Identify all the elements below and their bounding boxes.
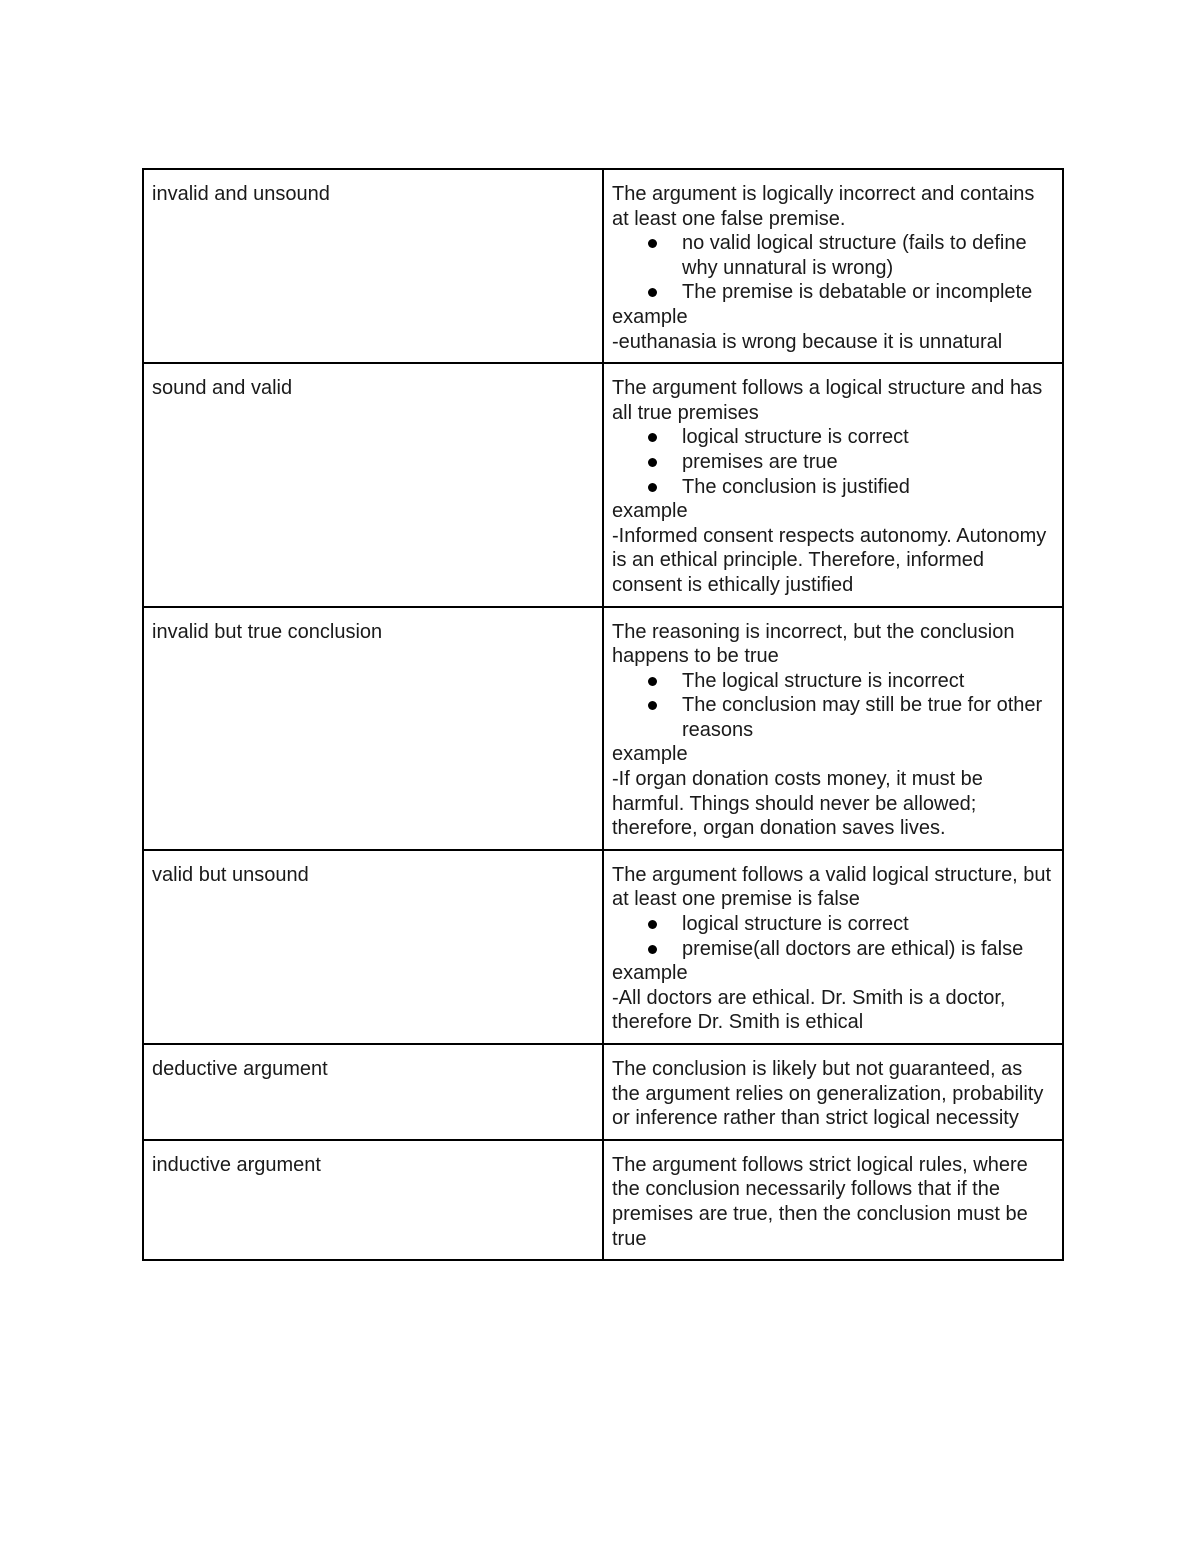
description-text: The argument is logically incorrect and contains at least one false premise. [612,183,1035,230]
list-item: logical structure is correct [682,425,1054,450]
description-cell [603,169,1063,363]
example-text: -All doctors are ethical. Dr. Smith is a doctor, therefore Dr. Smith is ethical [612,986,1006,1034]
description-cell [603,850,1063,1044]
term-cell [143,1044,603,1140]
table-row [143,363,1063,606]
term-cell [143,363,603,606]
term-label: valid but unsound [152,863,309,886]
bullet-icon [648,920,657,929]
term-cell [143,850,603,1044]
list-item: The premise is debatable or incomplete [682,280,1054,305]
example-text: -If organ donation costs money, it must be harmful. Things should never be allowed; therefore, organ donation saves lives. [612,768,983,840]
description-cell [603,1140,1063,1260]
bullet-icon [648,458,657,467]
example-text: -Informed consent respects autonomy. Autonomy is an ethical principle. Therefore, informed consent is ethically justified [612,524,1047,596]
bullet-icon [648,239,657,248]
term-label: sound and valid [152,377,293,400]
list-item: The conclusion may still be true for other reasons [682,693,1054,742]
table-row [143,850,1063,1044]
bullet-icon [648,433,657,442]
list-item: The conclusion is justified [682,475,1054,500]
term-cell [143,169,603,363]
example-label: example [612,743,688,766]
example-label: example [612,305,688,328]
bullet-list [612,669,1054,743]
list-item: premise(all doctors are ethical) is false [682,937,1054,962]
bullet-list [612,231,1054,305]
example-text: -euthanasia is wrong because it is unnatural [612,330,1003,353]
bullet-list [612,425,1054,499]
example-label: example [612,500,688,523]
description-text: The reasoning is incorrect, but the conclusion happens to be true [612,620,1015,668]
example-label: example [612,962,688,985]
bullet-list [612,912,1054,961]
term-label: inductive argument [152,1153,321,1176]
list-item: The logical structure is incorrect [682,669,1054,694]
argument-types-table [142,168,1064,1261]
list-item: no valid logical structure (fails to define why unnatural is wrong) [682,231,1054,280]
description-text: The argument follows a valid logical structure, but at least one premise is false [612,863,1052,911]
term-label: invalid and unsound [152,183,330,205]
table-row [143,169,1063,363]
term-cell [143,607,603,850]
description-text: The argument follows a logical structure and has all true premises [612,377,1043,424]
description-text: The argument follows strict logical rules, where the conclusion necessarily follows that if the premises are true, then the conclusion must be true [612,1153,1028,1250]
description-text: The conclusion is likely but not guaranteed, as the argument relies on generalization, probability or inference rather than strict logical necessity [612,1058,1044,1130]
list-item: premises are true [682,450,1054,475]
term-label: invalid but true conclusion [152,620,383,643]
description-cell [603,363,1063,606]
bullet-icon [648,945,657,954]
description-cell [603,1044,1063,1140]
table-row [143,1140,1063,1260]
table-row [143,607,1063,850]
term-cell [143,1140,603,1260]
bullet-icon [648,288,657,297]
description-cell [603,607,1063,850]
term-label: deductive argument [152,1058,328,1080]
table-row [143,1044,1063,1140]
bullet-icon [648,701,657,710]
bullet-icon [648,677,657,686]
bullet-icon [648,483,657,492]
list-item: logical structure is correct [682,912,1054,937]
